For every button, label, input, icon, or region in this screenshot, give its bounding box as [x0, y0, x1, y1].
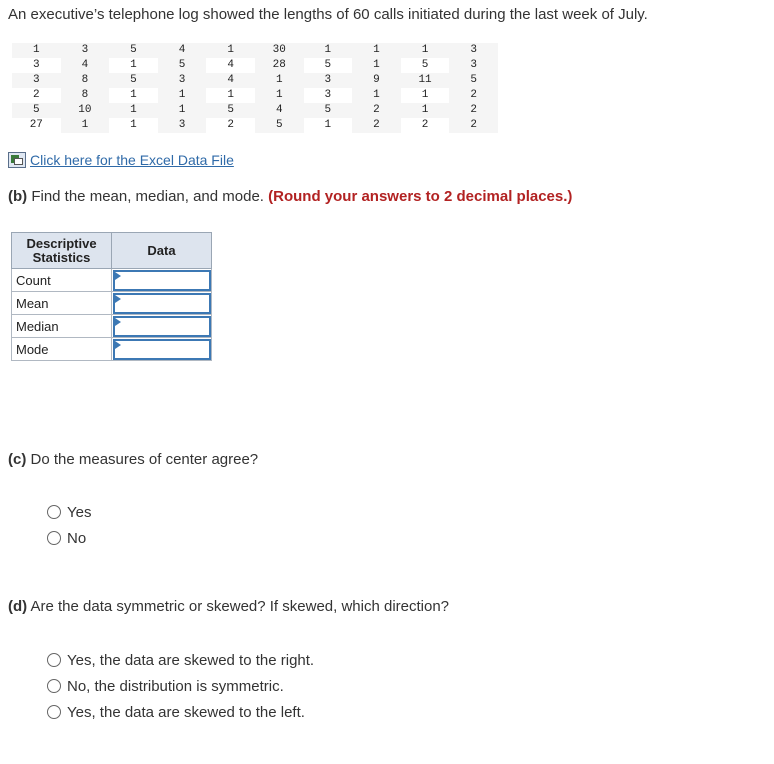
- option-label: No: [67, 529, 87, 547]
- part-c-text: Do the measures of center agree?: [30, 451, 259, 468]
- part-c-question: [8, 451, 258, 468]
- data-cell: 1: [109, 103, 158, 118]
- data-cell: 1: [12, 43, 61, 58]
- part-b-question: [8, 188, 572, 205]
- stats-header-data: Data: [112, 233, 212, 269]
- data-cell: 3: [32, 59, 40, 71]
- data-cell: 4: [206, 73, 255, 88]
- stats-row-count: [12, 269, 212, 292]
- option-skewed-right[interactable]: [47, 647, 314, 673]
- data-cell: 4: [227, 59, 234, 71]
- data-cell: 9: [352, 73, 401, 88]
- data-cell: 5: [255, 118, 304, 133]
- data-cell: 8: [61, 88, 110, 103]
- data-cell: 5: [449, 73, 498, 88]
- data-cell: 1: [158, 103, 207, 118]
- data-cell: 8: [61, 73, 110, 88]
- data-cell: 1: [421, 89, 429, 101]
- data-cell: 1: [61, 118, 110, 133]
- data-cell: 1: [401, 103, 450, 118]
- data-row: [12, 118, 498, 133]
- data-row: [12, 58, 498, 73]
- data-cell: 5: [12, 103, 61, 118]
- data-cell: 1: [255, 88, 304, 103]
- part-c-options: [47, 499, 91, 551]
- radio-button[interactable]: [47, 705, 61, 719]
- problem-intro: An executive’s telephone log showed the lengths of 60 calls initiated during the last week of July.: [8, 6, 648, 23]
- radio-button[interactable]: [47, 505, 61, 519]
- data-cell: 10: [61, 103, 110, 118]
- data-cell: 3: [158, 73, 207, 88]
- option-yes[interactable]: [47, 499, 91, 525]
- data-cell: 5: [324, 59, 332, 71]
- data-cell: 1: [352, 88, 401, 103]
- data-cell: 27: [29, 119, 43, 131]
- data-cell: 1: [227, 89, 234, 101]
- radio-button[interactable]: [47, 653, 61, 667]
- data-cell: 3: [61, 43, 110, 58]
- option-label: Yes: [67, 503, 92, 521]
- stats-label-mean: Mean: [12, 292, 112, 315]
- data-cell: 2: [421, 119, 429, 131]
- data-cell: 1: [158, 88, 207, 103]
- part-c-label: (c): [8, 451, 27, 468]
- data-cell: 1: [130, 59, 137, 71]
- data-cell: 1: [324, 119, 332, 131]
- data-cell: 3: [449, 43, 498, 58]
- data-row: [12, 88, 498, 103]
- data-cell: 11: [401, 73, 450, 88]
- option-symmetric[interactable]: [47, 673, 314, 699]
- part-b-label: (b): [8, 188, 28, 205]
- excel-data-link[interactable]: [8, 152, 234, 168]
- part-d-label: (d): [8, 598, 28, 615]
- data-row: [12, 73, 498, 88]
- data-cell: 5: [158, 58, 207, 73]
- data-cell: 2: [352, 103, 401, 118]
- data-cell: 4: [61, 58, 110, 73]
- data-cell: 1: [130, 89, 137, 101]
- option-label: Yes, the data are skewed to the right.: [67, 651, 315, 669]
- data-cell: 2: [449, 118, 498, 133]
- data-cell: 4: [158, 43, 207, 58]
- data-cell: 4: [255, 103, 304, 118]
- data-cell: 2: [352, 118, 401, 133]
- median-input[interactable]: [113, 316, 211, 337]
- data-cell: 28: [255, 58, 304, 73]
- data-cell: 1: [352, 58, 401, 73]
- option-label: No, the distribution is symmetric.: [67, 677, 284, 695]
- stats-row-mean: [12, 292, 212, 315]
- part-b-instruction: (Round your answers to 2 decimal places.): [268, 188, 573, 205]
- data-cell: 1: [130, 119, 137, 131]
- data-cell: 3: [304, 73, 353, 88]
- data-cell: 1: [401, 43, 450, 58]
- data-cell: 1: [206, 43, 255, 58]
- excel-link-text[interactable]: Click here for the Excel Data File: [30, 152, 234, 168]
- data-cell: 5: [206, 103, 255, 118]
- data-row: [12, 43, 498, 58]
- data-cell: 2: [32, 89, 40, 101]
- stats-row-mode: [12, 338, 212, 361]
- data-cell: 1: [255, 73, 304, 88]
- part-d-options: [47, 647, 314, 725]
- mean-input[interactable]: [113, 293, 211, 314]
- count-input[interactable]: [113, 270, 211, 291]
- option-skewed-left[interactable]: [47, 699, 314, 725]
- call-length-data-table: [12, 43, 498, 133]
- stats-row-median: [12, 315, 212, 338]
- data-cell: 3: [12, 73, 61, 88]
- option-no[interactable]: [47, 525, 91, 551]
- stats-label-median: Median: [12, 315, 112, 338]
- stats-header-label: Descriptive Statistics: [12, 233, 112, 269]
- data-cell: 30: [255, 43, 304, 58]
- data-cell: 1: [304, 43, 353, 58]
- data-cell: 3: [158, 118, 207, 133]
- mode-input[interactable]: [113, 339, 211, 360]
- data-cell: 5: [109, 43, 158, 58]
- option-label: Yes, the data are skewed to the left.: [67, 703, 305, 721]
- data-cell: 1: [352, 43, 401, 58]
- part-d-question: [8, 598, 449, 615]
- data-cell: 5: [109, 73, 158, 88]
- data-cell: 3: [324, 89, 332, 101]
- part-d-text: Are the data symmetric or skewed? If skewed, which direction?: [30, 598, 450, 615]
- data-cell: 3: [449, 58, 498, 73]
- data-cell: 2: [449, 103, 498, 118]
- stats-label-count: Count: [12, 269, 112, 292]
- radio-button[interactable]: [47, 679, 61, 693]
- data-cell: 2: [449, 88, 498, 103]
- data-cell: 5: [304, 103, 353, 118]
- data-cell: 5: [421, 59, 429, 71]
- data-row: [12, 103, 498, 118]
- descriptive-statistics-table: [11, 232, 212, 361]
- radio-button[interactable]: [47, 531, 61, 545]
- stats-label-mode: Mode: [12, 338, 112, 361]
- data-cell: 2: [227, 119, 234, 131]
- excel-file-icon: [8, 152, 26, 168]
- part-b-text: Find the mean, median, and mode.: [31, 188, 264, 205]
